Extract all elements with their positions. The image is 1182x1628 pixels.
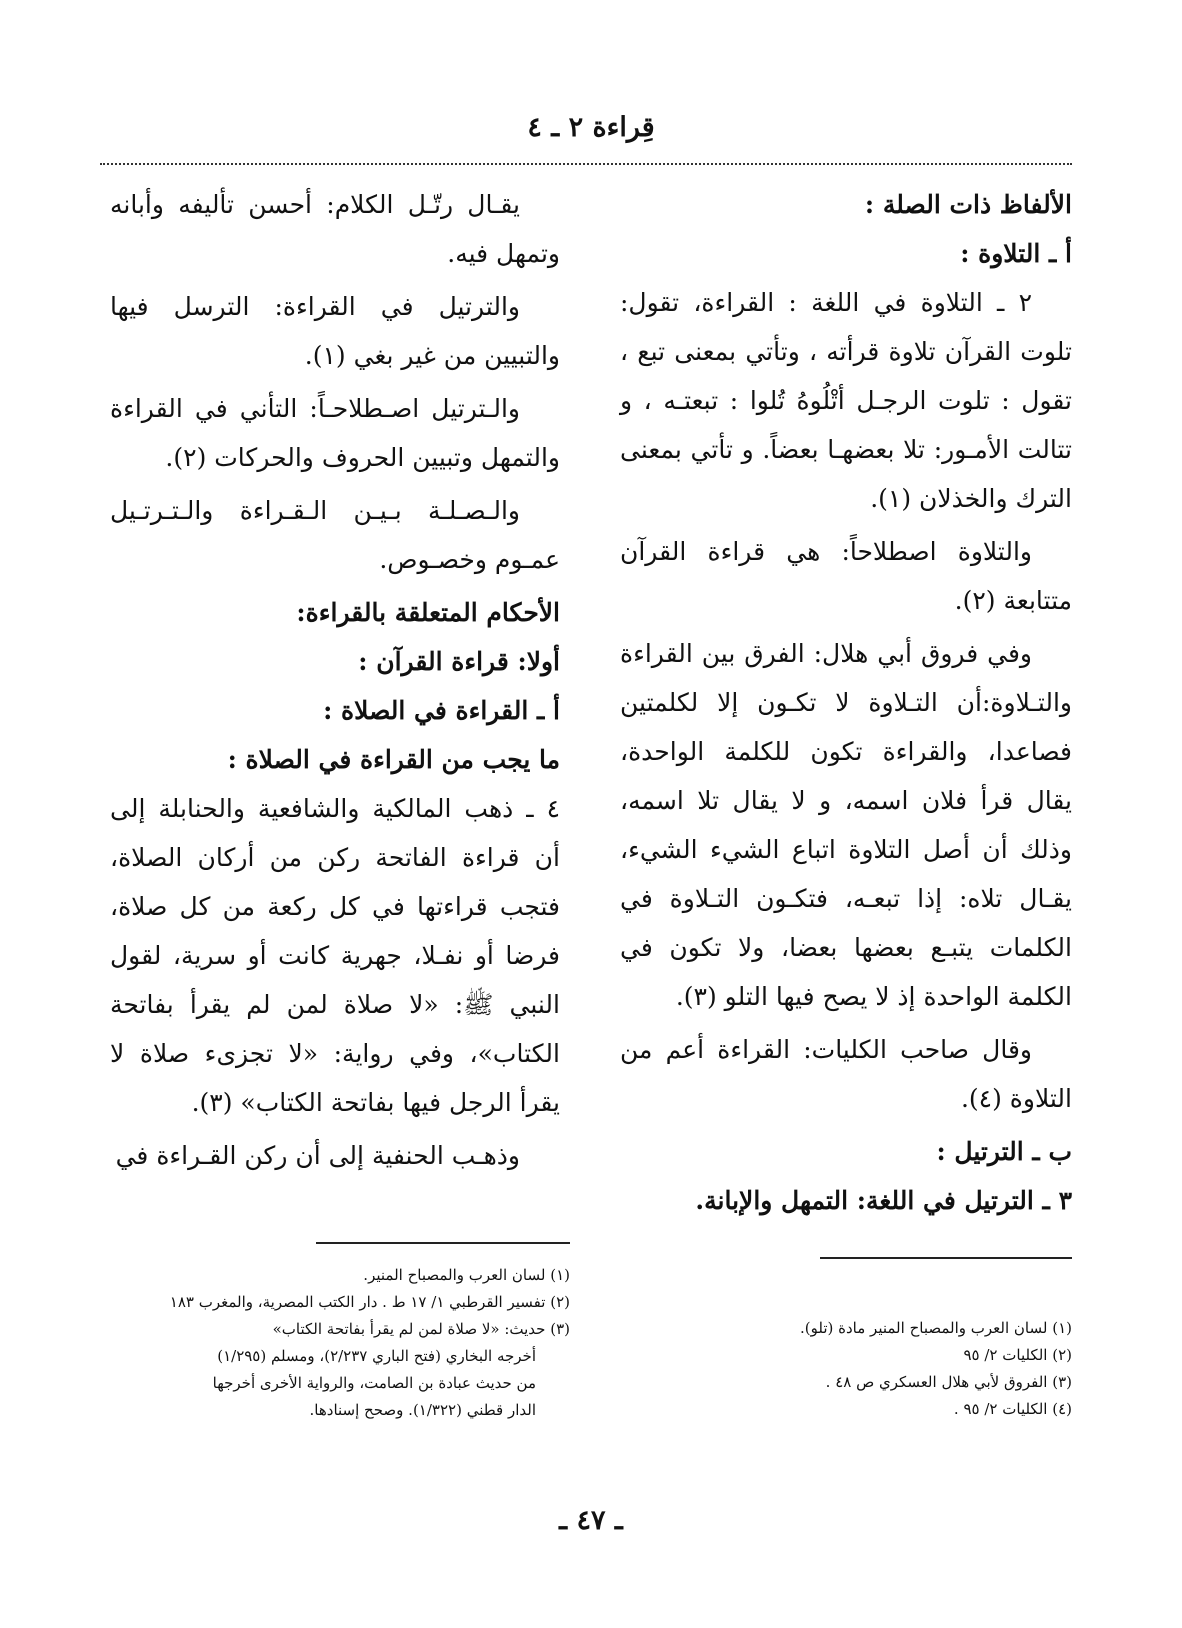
footnote-rule-right xyxy=(820,1257,1072,1259)
footnote-continuation: أخرجه البخاري (فتح الباري ٢/٢٣٧)، ومسلم (١/٢٩٥) xyxy=(217,1347,536,1365)
footnotes-left xyxy=(110,1262,570,1424)
right-column xyxy=(620,180,1072,1225)
paragraph-kulliyat: وقال صاحب الكليات: القراءة أعم من التلاوة (٤). xyxy=(620,1035,1072,1113)
footnote-item: (٤) الكليات ٢/ ٩٥ . xyxy=(953,1400,1072,1418)
paragraph-abu-hilal: وفي فروق أبي هلال: الفرق بين القراءة والتـلاوة:أن التـلاوة لا تكـون إلا لكلمتين فصاعدا، والقراءة تكون للكلمة الواحدة، يقال قرأ فلان اسمه، و لا يقال تلا اسمه، وذلك أن أصل التلاوة اتباع الشيء الشيء، يقـال تلاه: إذا تبعـه، فتكـون التـلاوة في الكلمات يتبـع بعضها بعضا، ولا تكون في الكلمة الواحدة إذ لا يصح فيها التلو (٣). xyxy=(620,639,1072,1011)
left-column xyxy=(110,180,560,1184)
paragraph-relation: والـصـلـة بـيـن الـقـراءة والـتـرتـيل عمـوم وخصـوص. xyxy=(110,496,560,574)
paragraph-fatiha: ٤ ـ ذهب المالكية والشافعية والحنابلة إلى أن قراءة الفاتحة ركن من أركان الصلاة، فتجب قراءتها في كل ركعة من كل صلاة، فرضا أو نفـلا، جهرية كانت أو سرية، لقول النبي ﷺ: «لا صلاة لمن لم يقرأ بفاتحة الكتاب»، وفي رواية: «لا تجزىء صلاة لا يقرأ الرجل فيها بفاتحة الكتاب» (٣). xyxy=(110,794,560,1117)
paragraph-tartil-term: والـترتيل اصـطلاحـاً: التأني في القراءة والتمهل وتبيين الحروف والحركات (٢). xyxy=(110,394,560,472)
footnote-continuation: الدار قطني (١/٣٢٢). وصحح إسنادها. xyxy=(309,1401,536,1419)
footnote-item: (٢) الكليات ٢/ ٩٥ xyxy=(963,1346,1072,1364)
footnote-continuation: من حديث عبادة بن الصامت، والرواية الأخرى أخرجها xyxy=(212,1374,536,1392)
footnote-item: (٣) الفروق لأبي هلال العسكري ص ٤٨ . xyxy=(825,1373,1072,1391)
subheading-tilawa: أ ـ التلاوة : xyxy=(960,239,1072,268)
paragraph-tilawa-language: ٢ ـ التلاوة في اللغة : القراءة، تقول: تلوت القرآن تلاوة قرأته ، وتأتي بمعنى تبع ، تقول : تلوت الرجـل أتْلُوهُ تُلوا : تبعتـه ، و تتالت الأمـور: تلا بعضهـا بعضاً. و تأتي بمعنى الترك والخذلان (١). xyxy=(620,288,1072,513)
footnotes-right xyxy=(620,1315,1072,1423)
page-number: ـ ٤٧ ـ xyxy=(559,1505,623,1536)
paragraph-rattala: يقـال رتّـل الكلام: أحسن تأليفه وأبانه وتمهل فيه. xyxy=(110,190,560,268)
subheading-reading-in-prayer: أ ـ القراءة في الصلاة : xyxy=(323,696,560,725)
footnote-item: (٣) حديث: «لا صلاة لمن لم يقرأ بفاتحة الكتاب» xyxy=(272,1320,570,1338)
running-header: قِراءة ٢ ـ ٤ xyxy=(527,112,655,143)
footnote-item: (١) لسان العرب والمصباح المنير مادة (تلو). xyxy=(800,1319,1072,1337)
subheading-first: أولا: قراءة القرآن : xyxy=(358,647,560,676)
subheading-required-reading: ما يجب من القراءة في الصلاة : xyxy=(227,745,560,774)
paragraph-tartil-reading: والترتيل في القراءة: الترسل فيها والتبيين من غير بغي (١). xyxy=(110,292,560,370)
section-heading-rulings: الأحكام المتعلقة بالقراءة: xyxy=(296,598,560,627)
paragraph-hanafi: وذهـب الحنفية إلى أن ركن القـراءة في xyxy=(115,1141,520,1170)
footnote-item: (٢) تفسير القرطبي ١/ ١٧ ط . دار الكتب المصرية، والمغرب ١٨٣ xyxy=(169,1293,570,1311)
paragraph-tilawa-term: والتلاوة اصطلاحاً: هي قراءة القرآن متتابعة (٢). xyxy=(620,537,1072,615)
footnote-item: (١) لسان العرب والمصباح المنير. xyxy=(363,1266,570,1284)
header-dotted-rule xyxy=(100,163,1072,165)
section-heading-related-terms: الألفاظ ذات الصلة : xyxy=(864,190,1072,219)
footnote-rule-left xyxy=(316,1242,570,1244)
subheading-tartil: ب ـ الترتيل : xyxy=(936,1137,1072,1166)
paragraph-tartil-language: ٣ ـ الترتيل في اللغة: التمهل والإبانة. xyxy=(695,1186,1072,1215)
